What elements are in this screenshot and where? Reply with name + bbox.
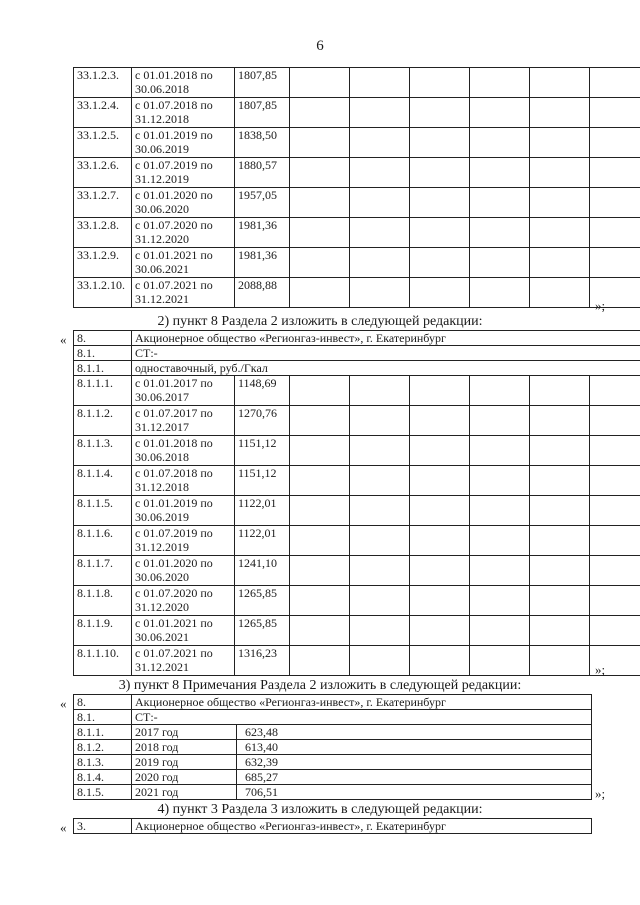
period-start: с 01.07.2019 по (135, 158, 213, 172)
opening-quote-3: « (60, 696, 67, 711)
table-row (74, 755, 592, 770)
period-start: с 01.07.2020 по (135, 218, 213, 232)
row-code: 33.1.2.4. (74, 98, 132, 128)
tariff-value: 1151,12 (235, 466, 290, 496)
empty-cell (590, 218, 640, 248)
period-cell (132, 158, 235, 188)
empty-cell (590, 158, 640, 188)
period-cell (132, 188, 235, 218)
empty-cell (290, 248, 350, 278)
empty-cell (290, 466, 350, 496)
tariff-table-8 (73, 330, 640, 676)
period-end: 30.06.2018 (135, 450, 189, 464)
row-code: 33.1.2.3. (74, 68, 132, 98)
empty-cell (530, 158, 590, 188)
table-row (74, 188, 640, 218)
empty-cell (590, 406, 640, 436)
empty-cell (590, 496, 640, 526)
table-row (74, 361, 640, 376)
empty-cell (290, 406, 350, 436)
empty-cell (470, 158, 530, 188)
empty-cell (290, 436, 350, 466)
empty-cell (590, 586, 640, 616)
table-row (74, 695, 592, 710)
period-cell (132, 248, 235, 278)
org-name: Акционерное общество «Регионгаз-инвест», г. Екатеринбург (132, 695, 592, 710)
empty-cell (350, 496, 410, 526)
closing-quote-2: »; (595, 662, 606, 677)
tariff-value: 1807,85 (235, 68, 290, 98)
table-row (74, 819, 592, 834)
tariff-value: 1122,01 (235, 496, 290, 526)
row-code: 33.1.2.7. (74, 188, 132, 218)
table-row (74, 406, 640, 436)
empty-cell (470, 188, 530, 218)
row-code: 8.1. (74, 710, 132, 725)
period-end: 30.06.2018 (135, 82, 189, 96)
empty-cell (590, 376, 640, 406)
table-row (74, 725, 592, 740)
empty-cell (530, 68, 590, 98)
empty-cell (590, 248, 640, 278)
table-row (74, 586, 640, 616)
period-end: 30.06.2019 (135, 510, 189, 524)
row-code: 8.1.1.5. (74, 496, 132, 526)
empty-cell (470, 218, 530, 248)
empty-cell (410, 158, 470, 188)
note-value: 706,51 (237, 785, 592, 800)
table-row (74, 646, 640, 676)
period-start: с 01.01.2018 по (135, 68, 213, 82)
row-code: 8. (74, 695, 132, 710)
table-row (74, 128, 640, 158)
empty-cell (530, 128, 590, 158)
period-cell (132, 526, 235, 556)
period-start: с 01.07.2017 по (135, 406, 213, 420)
section-4-heading: 4) пункт 3 Раздела 3 изложить в следующей редакции: (157, 802, 483, 817)
empty-cell (350, 158, 410, 188)
empty-cell (290, 218, 350, 248)
note-value: 623,48 (237, 725, 592, 740)
table-row (74, 526, 640, 556)
closing-quote-1: »; (595, 298, 606, 313)
row-code: 8.1.1.2. (74, 406, 132, 436)
empty-cell (290, 526, 350, 556)
empty-cell (530, 586, 590, 616)
note-value: 632,39 (237, 755, 592, 770)
period-end: 30.06.2019 (135, 142, 189, 156)
table-row (74, 496, 640, 526)
table-row (74, 376, 640, 406)
empty-cell (530, 526, 590, 556)
period-end: 30.06.2020 (135, 202, 189, 216)
empty-cell (350, 128, 410, 158)
empty-cell (470, 586, 530, 616)
table-row (74, 346, 640, 361)
period-start: с 01.01.2021 по (135, 616, 213, 630)
empty-cell (410, 248, 470, 278)
empty-cell (470, 376, 530, 406)
period-end: 31.12.2019 (135, 172, 189, 186)
empty-cell (290, 496, 350, 526)
empty-cell (350, 556, 410, 586)
row-code: 8.1.1. (74, 725, 132, 740)
empty-cell (350, 616, 410, 646)
empty-cell (410, 646, 470, 676)
empty-cell (590, 128, 640, 158)
empty-cell (350, 526, 410, 556)
tariff-value: 1957,05 (235, 188, 290, 218)
period-end: 30.06.2021 (135, 630, 189, 644)
empty-cell (290, 278, 350, 308)
year-cell: 2018 год (132, 740, 237, 755)
table-row (74, 616, 640, 646)
row-code: 8.1.1.9. (74, 616, 132, 646)
period-cell (132, 376, 235, 406)
row-code: 8.1.1.10. (74, 646, 132, 676)
empty-cell (410, 98, 470, 128)
empty-cell (350, 466, 410, 496)
empty-cell (470, 526, 530, 556)
table-row (74, 331, 640, 346)
period-end: 31.12.2018 (135, 480, 189, 494)
table-row (74, 278, 640, 308)
section-2-heading: 2) пункт 8 Раздела 2 изложить в следующей редакции: (157, 314, 483, 329)
row-code: 8.1.4. (74, 770, 132, 785)
row-code: 8.1.1.4. (74, 466, 132, 496)
table-row (74, 98, 640, 128)
period-end: 31.12.2020 (135, 232, 189, 246)
empty-cell (410, 68, 470, 98)
empty-cell (470, 248, 530, 278)
period-cell (132, 278, 235, 308)
table-row (74, 248, 640, 278)
period-start: с 01.07.2021 по (135, 278, 213, 292)
table-row (74, 158, 640, 188)
empty-cell (290, 98, 350, 128)
row-code: 33.1.2.8. (74, 218, 132, 248)
empty-cell (350, 646, 410, 676)
row-code: 8. (74, 331, 132, 346)
empty-cell (530, 616, 590, 646)
period-cell (132, 68, 235, 98)
empty-cell (350, 278, 410, 308)
empty-cell (470, 68, 530, 98)
empty-cell (470, 278, 530, 308)
tariff-value: 1122,01 (235, 526, 290, 556)
empty-cell (350, 218, 410, 248)
period-cell (132, 436, 235, 466)
empty-cell (590, 436, 640, 466)
tariff-value: 1270,76 (235, 406, 290, 436)
empty-cell (410, 188, 470, 218)
empty-cell (470, 616, 530, 646)
table-row (74, 436, 640, 466)
empty-cell (290, 556, 350, 586)
period-cell (132, 218, 235, 248)
empty-cell (470, 436, 530, 466)
period-end: 31.12.2017 (135, 420, 189, 434)
period-cell (132, 128, 235, 158)
empty-cell (410, 436, 470, 466)
period-start: с 01.07.2021 по (135, 646, 213, 660)
empty-cell (290, 68, 350, 98)
empty-cell (350, 586, 410, 616)
period-end: 30.06.2020 (135, 570, 189, 584)
empty-cell (470, 496, 530, 526)
period-start: с 01.01.2020 по (135, 556, 213, 570)
empty-cell (590, 98, 640, 128)
period-start: с 01.01.2017 по (135, 376, 213, 390)
empty-cell (410, 496, 470, 526)
year-cell: 2019 год (132, 755, 237, 770)
empty-cell (350, 406, 410, 436)
empty-cell (530, 248, 590, 278)
empty-cell (290, 646, 350, 676)
closing-quote-3: »; (595, 786, 606, 801)
row-code: 8.1.1.3. (74, 436, 132, 466)
empty-cell (590, 616, 640, 646)
empty-cell (530, 98, 590, 128)
opening-quote-2: « (60, 332, 67, 347)
empty-cell (290, 158, 350, 188)
row-code: 8.1.2. (74, 740, 132, 755)
empty-cell (350, 436, 410, 466)
empty-cell (350, 98, 410, 128)
period-start: с 01.07.2020 по (135, 586, 213, 600)
empty-cell (530, 556, 590, 586)
period-end: 31.12.2019 (135, 540, 189, 554)
period-cell (132, 98, 235, 128)
period-cell (132, 406, 235, 436)
row-code: 3. (74, 819, 132, 834)
empty-cell (350, 376, 410, 406)
period-cell (132, 616, 235, 646)
tariff-value: 1148,69 (235, 376, 290, 406)
row-code: 8.1.1.6. (74, 526, 132, 556)
table-row (74, 556, 640, 586)
empty-cell (590, 556, 640, 586)
tariff-value: 1981,36 (235, 218, 290, 248)
empty-cell (410, 376, 470, 406)
row-code: 8.1. (74, 346, 132, 361)
period-cell (132, 466, 235, 496)
period-cell (132, 496, 235, 526)
table-row (74, 466, 640, 496)
empty-cell (590, 188, 640, 218)
table-row (74, 770, 592, 785)
tariff-value: 1838,50 (235, 128, 290, 158)
period-start: с 01.01.2021 по (135, 248, 213, 262)
empty-cell (530, 376, 590, 406)
period-start: с 01.01.2019 по (135, 496, 213, 510)
empty-cell (410, 586, 470, 616)
tariff-value: 1265,85 (235, 586, 290, 616)
tariff-value: 1316,23 (235, 646, 290, 676)
empty-cell (410, 128, 470, 158)
empty-cell (410, 556, 470, 586)
period-cell (132, 586, 235, 616)
empty-cell (350, 68, 410, 98)
period-end: 31.12.2018 (135, 112, 189, 126)
row-code: 8.1.1.7. (74, 556, 132, 586)
empty-cell (290, 586, 350, 616)
period-start: с 01.01.2019 по (135, 128, 213, 142)
empty-cell (410, 466, 470, 496)
row-code: 33.1.2.5. (74, 128, 132, 158)
empty-cell (410, 526, 470, 556)
empty-cell (470, 406, 530, 436)
empty-cell (590, 526, 640, 556)
empty-cell (530, 188, 590, 218)
note-value: 613,40 (237, 740, 592, 755)
tariff-type: одноставочный, руб./Гкал (132, 361, 640, 376)
table-row (74, 710, 592, 725)
empty-cell (470, 98, 530, 128)
empty-cell (410, 218, 470, 248)
empty-cell (530, 278, 590, 308)
period-end: 31.12.2021 (135, 660, 189, 674)
year-cell: 2021 год (132, 785, 237, 800)
tariff-value: 1880,57 (235, 158, 290, 188)
empty-cell (410, 406, 470, 436)
tariff-value: 1807,85 (235, 98, 290, 128)
opening-quote-4: « (60, 820, 67, 835)
page-number: 6 (316, 38, 324, 54)
row-code: 8.1.1.8. (74, 586, 132, 616)
period-end: 31.12.2020 (135, 600, 189, 614)
empty-cell (530, 218, 590, 248)
empty-cell (470, 128, 530, 158)
note-value: 685,27 (237, 770, 592, 785)
empty-cell (530, 406, 590, 436)
tariff-value: 1151,12 (235, 436, 290, 466)
period-start: с 01.01.2018 по (135, 436, 213, 450)
tariff-value: 1981,36 (235, 248, 290, 278)
empty-cell (290, 128, 350, 158)
st-label: СТ:- (132, 710, 592, 725)
empty-cell (530, 496, 590, 526)
org-name: Акционерное общество «Регионгаз-инвест», г. Екатеринбург (132, 819, 592, 834)
row-code: 8.1.1. (74, 361, 132, 376)
row-code: 33.1.2.10. (74, 278, 132, 308)
row-code: 8.1.5. (74, 785, 132, 800)
empty-cell (350, 188, 410, 218)
empty-cell (530, 646, 590, 676)
empty-cell (470, 466, 530, 496)
empty-cell (470, 646, 530, 676)
year-cell: 2020 год (132, 770, 237, 785)
year-cell: 2017 год (132, 725, 237, 740)
tariff-value: 1241,10 (235, 556, 290, 586)
empty-cell (410, 616, 470, 646)
tariff-value: 1265,85 (235, 616, 290, 646)
table-section-3 (73, 818, 592, 834)
empty-cell (290, 188, 350, 218)
table-row (74, 785, 592, 800)
tariff-value: 2088,88 (235, 278, 290, 308)
empty-cell (470, 556, 530, 586)
tariff-table-33 (73, 67, 640, 308)
row-code: 33.1.2.9. (74, 248, 132, 278)
period-start: с 01.07.2018 по (135, 98, 213, 112)
period-start: с 01.07.2018 по (135, 466, 213, 480)
section-3-heading: 3) пункт 8 Примечания Раздела 2 изложить в следующей редакции: (118, 678, 522, 693)
row-code: 33.1.2.6. (74, 158, 132, 188)
note-table-8 (73, 694, 592, 800)
empty-cell (590, 466, 640, 496)
st-label: СТ:- (132, 346, 640, 361)
empty-cell (290, 376, 350, 406)
empty-cell (410, 278, 470, 308)
table-row (74, 740, 592, 755)
table-row (74, 218, 640, 248)
period-start: с 01.07.2019 по (135, 526, 213, 540)
row-code: 8.1.1.1. (74, 376, 132, 406)
period-end: 30.06.2017 (135, 390, 189, 404)
empty-cell (530, 466, 590, 496)
empty-cell (350, 248, 410, 278)
period-end: 30.06.2021 (135, 262, 189, 276)
row-code: 8.1.3. (74, 755, 132, 770)
org-name: Акционерное общество «Регионгаз-инвест», г. Екатеринбург (132, 331, 640, 346)
empty-cell (590, 68, 640, 98)
table-row (74, 68, 640, 98)
period-cell (132, 556, 235, 586)
empty-cell (530, 436, 590, 466)
empty-cell (290, 616, 350, 646)
period-start: с 01.01.2020 по (135, 188, 213, 202)
period-end: 31.12.2021 (135, 292, 189, 306)
period-cell (132, 646, 235, 676)
